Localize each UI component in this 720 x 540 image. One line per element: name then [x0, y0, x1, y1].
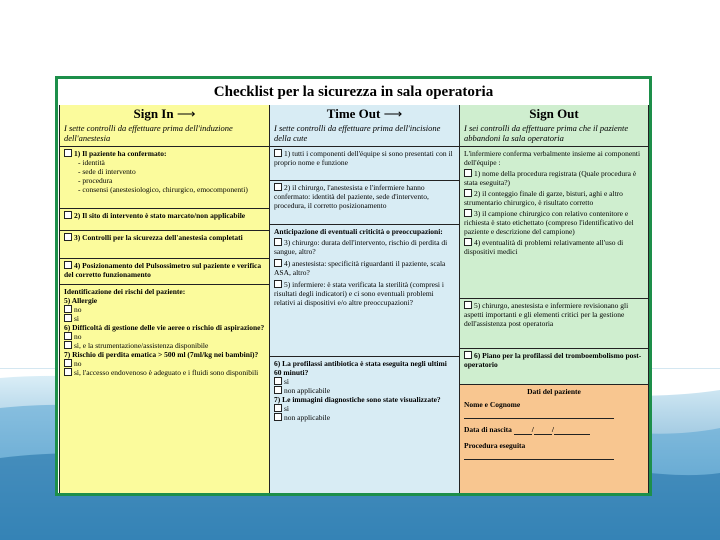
sign-in-section-4: [60, 259, 269, 285]
time-out-item-4: 4) anestesista: specificità riguardanti il paziente, scala ASA, altro?: [274, 259, 446, 277]
time-out-section-2: [270, 181, 459, 225]
sign-out-header: [460, 105, 648, 147]
sign-in-subtitle: I sette controlli da effettuare prima dell'induzione dell'anestesia: [64, 123, 233, 143]
checkbox[interactable]: [274, 259, 282, 267]
checkbox[interactable]: [64, 233, 72, 241]
sign-in-item-4: 4) Posizionamento del Pulsossimetro sul paziente e verifica del corretto funzionamento: [64, 261, 262, 279]
sign-in-item-2: 2) Il sito di intervento è stato marcato/non applicabile: [74, 211, 246, 220]
option-no: no: [74, 332, 82, 341]
option-not-applicable: non applicabile: [284, 386, 331, 395]
option-yes: sì, l'accesso endovenoso è adeguato e i fluidi sono disponibili: [74, 368, 259, 377]
patient-name-label: Nome e Cognome: [464, 400, 521, 409]
list-item: - consensi (anestesiologico, chirurgico, emocomponenti): [78, 185, 248, 194]
dob-separator: /: [551, 425, 554, 434]
checkbox[interactable]: [464, 351, 472, 359]
checkbox[interactable]: [64, 314, 72, 322]
list-item: - sede di intervento: [78, 167, 136, 176]
option-not-applicable: non applicabile: [284, 413, 331, 422]
procedure-label: Procedura eseguita: [464, 441, 526, 450]
checkbox[interactable]: [274, 413, 282, 421]
dob-separator: /: [531, 425, 534, 434]
checkbox[interactable]: [64, 305, 72, 313]
sign-in-item-3: 3) Controlli per la sicurezza dell'anestesia completati: [74, 233, 243, 242]
sign-out-section-1: [460, 147, 648, 299]
blood-loss-label: 7) Rischio di perdita ematica > 500 ml (7ml/kg nei bambini)?: [64, 350, 259, 359]
checkbox[interactable]: [464, 189, 472, 197]
time-out-item-1: 1) tutti i componenti dell'équipe si sono presentati con il proprio nome e funzione: [274, 149, 453, 167]
sign-out-section-5: [460, 299, 648, 349]
airway-label: 6) Difficoltà di gestione delle vie aeree o rischio di aspirazione?: [64, 323, 265, 332]
sign-in-item-1: 1) Il paziente ha confermato:: [74, 149, 167, 158]
option-no: no: [74, 359, 82, 368]
checkbox[interactable]: [464, 238, 472, 246]
sign-out-item-3: 3) il campione chirurgico con relativo contenitore e richiesta è stato etichettato (compreso l'identificativo del paziente e descrizione del campione): [464, 209, 634, 236]
checkbox[interactable]: [464, 209, 472, 217]
sign-in-section-2: [60, 209, 269, 231]
checkbox[interactable]: [274, 404, 282, 412]
checkbox[interactable]: [274, 238, 282, 246]
patient-data-box: [460, 385, 648, 493]
patient-name-field[interactable]: [464, 409, 614, 419]
option-yes: sì: [74, 314, 80, 323]
sign-out-heading: Sign Out: [529, 106, 579, 121]
option-yes: sì, e la strumentazione/assistenza disponibile: [74, 341, 209, 350]
sign-out-item-4: 4) eventualità di problemi relativamente all'uso di dispositivi medici: [464, 238, 624, 256]
checkbox[interactable]: [64, 211, 72, 219]
checkbox[interactable]: [274, 149, 282, 157]
checkbox[interactable]: [464, 169, 472, 177]
checkbox[interactable]: [464, 301, 472, 309]
sign-out-item-2: 2) il conteggio finale di garze, bisturi, aghi e altro strumentario chirurgico, è risultato corretto: [464, 189, 623, 207]
option-no: no: [74, 305, 82, 314]
patient-data-title: Dati del paziente: [527, 387, 581, 396]
allergy-label: 5) Allergie: [64, 296, 98, 305]
time-out-section-6-7: [270, 357, 459, 424]
column-time-out: [269, 105, 459, 493]
time-out-item-3: 3) chirurgo: durata dell'intervento, rischio di perdita di sangue, altro?: [274, 238, 448, 256]
column-sign-in: [59, 105, 269, 493]
sign-out-item-5: 5) chirurgo, anestesista e infermiere revisionano gli aspetti importanti e gli elementi critici per la gestione dell'assistenza post operatoria: [464, 301, 629, 328]
arrow-right-icon: ⟶: [176, 106, 196, 121]
arrow-right-icon: ⟶: [383, 106, 403, 121]
sign-in-heading: Sign In: [133, 106, 174, 121]
time-out-item-5: 5) infermiere: è stata verificata la sterilità (compresi i risultati degli indicatori) e ci sono eventuali problemi relativi ai dispositivi e/o altre preoccupazioni?: [274, 280, 444, 307]
checkbox[interactable]: [64, 261, 72, 269]
column-sign-out: [459, 105, 649, 493]
checkbox[interactable]: [274, 280, 282, 288]
checkbox[interactable]: [64, 368, 72, 376]
checklist-sheet: [55, 76, 652, 496]
sign-out-subtitle: I sei controlli da effettuare prima che il paziente abbandoni la sala operatoria: [464, 123, 629, 143]
sign-in-header: [60, 105, 269, 147]
time-out-item-7: 7) Le immagini diagnostiche sono state visualizzate?: [274, 395, 441, 404]
checkbox[interactable]: [64, 359, 72, 367]
option-yes: sì: [284, 404, 290, 413]
list-item: - identità: [78, 158, 105, 167]
checkbox[interactable]: [64, 341, 72, 349]
checklist-title: Checklist per la sicurezza in sala operatoria: [213, 84, 494, 100]
checkbox[interactable]: [64, 149, 72, 157]
option-yes: sì: [284, 377, 290, 386]
time-out-header: [270, 105, 459, 147]
time-out-section-1: [270, 147, 459, 181]
risk-title: Identificazione dei rischi del paziente:: [64, 287, 186, 296]
criticality-title: Anticipazione di eventuali criticità o preoccupazioni:: [274, 227, 443, 236]
sign-in-section-1: [60, 147, 269, 209]
dob-year-field[interactable]: [551, 425, 590, 435]
sign-in-section-3: [60, 231, 269, 259]
checkbox[interactable]: [274, 386, 282, 394]
dob-label: Data di nascita: [464, 425, 512, 434]
time-out-heading: Time Out: [326, 106, 381, 121]
sign-out-item-1: 1) nome della procedura registrata (Quale procedura è stata eseguita?): [464, 169, 637, 187]
checkbox[interactable]: [274, 377, 282, 385]
checkbox[interactable]: [64, 332, 72, 340]
sign-in-section-risks: [60, 285, 269, 379]
list-item: - procedura: [78, 176, 113, 185]
sign-out-item-6: 6) Piano per la profilassi del tromboembolismo post-operatorio: [464, 351, 642, 369]
dob-day-field[interactable]: [514, 425, 532, 435]
dob-month-field[interactable]: [531, 425, 552, 435]
checkbox[interactable]: [274, 183, 282, 191]
time-out-item-2: 2) il chirurgo, l'anestesista e l'infermiere hanno confermato: identità del paziente, sede d'intervento, procedura, il corretto posizionamento: [274, 183, 429, 210]
procedure-field[interactable]: [464, 450, 614, 460]
sign-out-section-6: [460, 349, 648, 385]
sign-out-intro: L'infermiere conferma verbalmente insieme ai componenti dell'équipe :: [464, 149, 641, 167]
time-out-section-criticality: [270, 225, 459, 357]
time-out-item-6: 6) La profilassi antibiotica è stata eseguita negli ultimi 60 minuti?: [274, 359, 447, 377]
time-out-subtitle: I sette controlli da effettuare prima dell'incisione della cute: [274, 123, 441, 143]
